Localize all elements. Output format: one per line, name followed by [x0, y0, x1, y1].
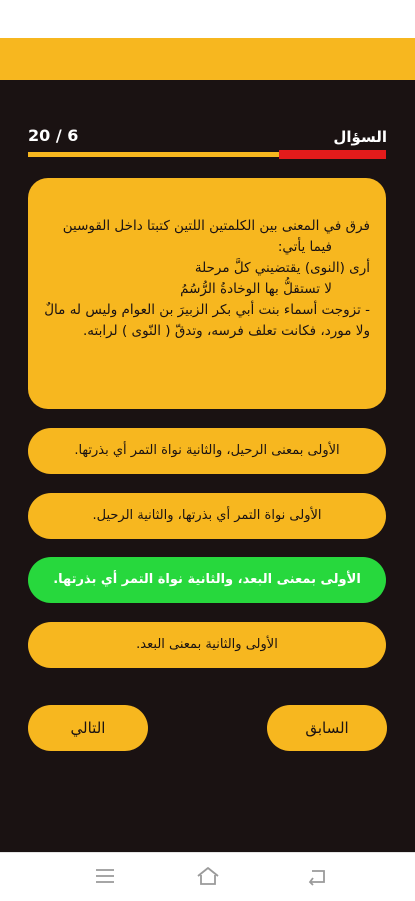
- answer-option[interactable]: الأولى والثانية بمعنى البعد.: [28, 622, 386, 668]
- answer-option[interactable]: الأولى بمعنى الرحيل، والثانية نواة التمر أي بذرتها.: [28, 428, 386, 474]
- question-label: السؤال: [333, 128, 387, 146]
- previous-button[interactable]: السابق: [267, 705, 387, 751]
- menu-icon[interactable]: [92, 865, 118, 887]
- answer-option[interactable]: الأولى نواة التمر أي بذرتها، والثانية الرحيل.: [28, 493, 386, 539]
- question-line: فرق في المعنى بين الكلمتين اللتين كتبتا داخل القوسين: [62, 218, 370, 234]
- next-button[interactable]: التالي: [28, 705, 148, 751]
- question-line: أرى (النوى) يقتضيني كلَّ مرحلة: [194, 260, 370, 276]
- question-card: [28, 178, 386, 409]
- question-line: فيما يأتي:: [277, 239, 332, 255]
- question-line: - تزوجت أسماء بنت أبي بكر الزبيرَ بن العوام وليس له مالٌ: [44, 302, 370, 318]
- back-icon[interactable]: [304, 865, 330, 887]
- home-icon[interactable]: [195, 865, 221, 887]
- answer-option-correct[interactable]: الأولى بمعنى البعد، والثانية نواة التمر أي بذرتها.: [28, 557, 386, 603]
- question-line: ولا مورد، فكانت تعلف فرسه، وتدقّ ( النّوى ) لرابته.: [82, 323, 370, 339]
- app-top-bar: [0, 38, 415, 80]
- status-bar: [0, 0, 415, 38]
- progress-fill: [279, 150, 386, 159]
- question-line: لا تستقلُّ بها الوخادةُ الرُّسُمُ: [180, 281, 332, 297]
- system-navigation-bar: [0, 852, 415, 901]
- question-counter: 20 / 6: [28, 126, 79, 145]
